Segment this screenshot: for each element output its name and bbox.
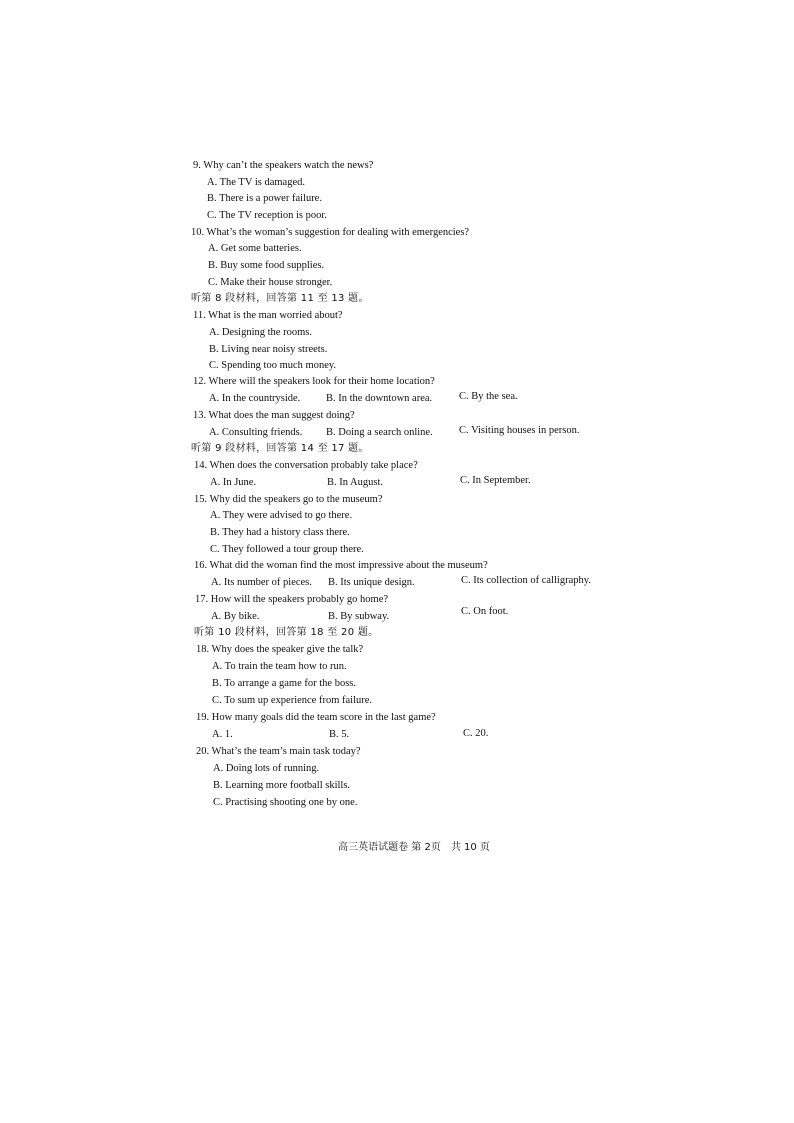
- question-14-option-b: B. In August.: [327, 477, 384, 488]
- question-17-option-b: B. By subway.: [328, 611, 390, 622]
- question-13-option-c: C. Visiting houses in person.: [459, 425, 580, 436]
- question-12-stem: 12. Where will the speakers look for their home location?: [193, 376, 435, 387]
- question-11-option-c: C. Spending too much money.: [209, 360, 337, 371]
- question-16-stem: 16. What did the woman find the most impressive about the museum?: [194, 560, 488, 571]
- question-14-stem: 14. When does the conversation probably take place?: [194, 460, 418, 471]
- question-12-option-a: A. In the countryside.: [209, 393, 301, 404]
- question-20-stem: 20. What’s the team’s main task today?: [196, 746, 361, 757]
- section-8-instruction: 听第 8 段材料，回答第 11 至 13 题。: [191, 293, 369, 304]
- question-19-stem: 19. How many goals did the team score in the last game?: [196, 712, 436, 723]
- question-17-option-a: A. By bike.: [211, 611, 260, 622]
- page-footer: 高三英语试题卷 第 2页 共 10 页: [338, 842, 490, 853]
- question-14-option-c: C. In September.: [460, 475, 531, 486]
- question-14-option-a: A. In June.: [210, 477, 257, 488]
- question-18-option-b: B. To arrange a game for the boss.: [212, 678, 356, 689]
- question-10-option-c: C. Make their house stronger.: [208, 277, 333, 288]
- question-13-option-b: B. Doing a search online.: [326, 427, 433, 438]
- question-20-option-c: C. Practising shooting one by one.: [213, 797, 358, 808]
- section-10-instruction: 听第 10 段材料，回答第 18 至 20 题。: [194, 627, 379, 638]
- question-19-option-b: B. 5.: [329, 729, 350, 740]
- question-18-option-a: A. To train the team how to run.: [212, 661, 347, 672]
- question-15-option-b: B. They had a history class there.: [210, 527, 350, 538]
- question-13-stem: 13. What does the man suggest doing?: [193, 410, 355, 421]
- question-10-stem: 10. What’s the woman’s suggestion for dealing with emergencies?: [191, 227, 470, 238]
- question-11-option-b: B. Living near noisy streets.: [209, 344, 328, 355]
- question-15-option-a: A. They were advised to go there.: [210, 510, 353, 521]
- question-13-option-a: A. Consulting friends.: [209, 427, 303, 438]
- question-17-option-c: C. On foot.: [461, 606, 509, 617]
- question-16-option-a: A. Its number of pieces.: [211, 577, 312, 588]
- question-15-stem: 15. Why did the speakers go to the museum?: [194, 494, 383, 505]
- question-19-option-a: A. 1.: [212, 729, 233, 740]
- question-16-option-b: B. Its unique design.: [328, 577, 415, 588]
- question-12-option-b: B. In the downtown area.: [326, 393, 433, 404]
- section-9-instruction: 听第 9 段材料，回答第 14 至 17 题。: [191, 443, 369, 454]
- question-20-option-a: A. Doing lots of running.: [213, 763, 320, 774]
- question-9-option-b: B. There is a power failure.: [207, 193, 322, 204]
- question-10-option-a: A. Get some batteries.: [208, 243, 302, 254]
- question-9-option-c: C. The TV reception is poor.: [207, 210, 327, 221]
- question-15-option-c: C. They followed a tour group there.: [210, 544, 364, 555]
- question-17-stem: 17. How will the speakers probably go home?: [195, 594, 389, 605]
- question-12-option-c: C. By the sea.: [459, 391, 518, 402]
- question-18-stem: 18. Why does the speaker give the talk?: [196, 644, 364, 655]
- question-11-option-a: A. Designing the rooms.: [209, 327, 312, 338]
- question-10-option-b: B. Buy some food supplies.: [208, 260, 325, 271]
- question-18-option-c: C. To sum up experience from failure.: [212, 695, 373, 706]
- question-20-option-b: B. Learning more football skills.: [213, 780, 351, 791]
- question-9-stem: 9. Why can’t the speakers watch the news?: [193, 160, 374, 171]
- question-19-option-c: C. 20.: [463, 728, 489, 739]
- question-11-stem: 11. What is the man worried about?: [193, 310, 343, 321]
- question-16-option-c: C. Its collection of calligraphy.: [461, 575, 591, 586]
- question-9-option-a: A. The TV is damaged.: [207, 177, 305, 188]
